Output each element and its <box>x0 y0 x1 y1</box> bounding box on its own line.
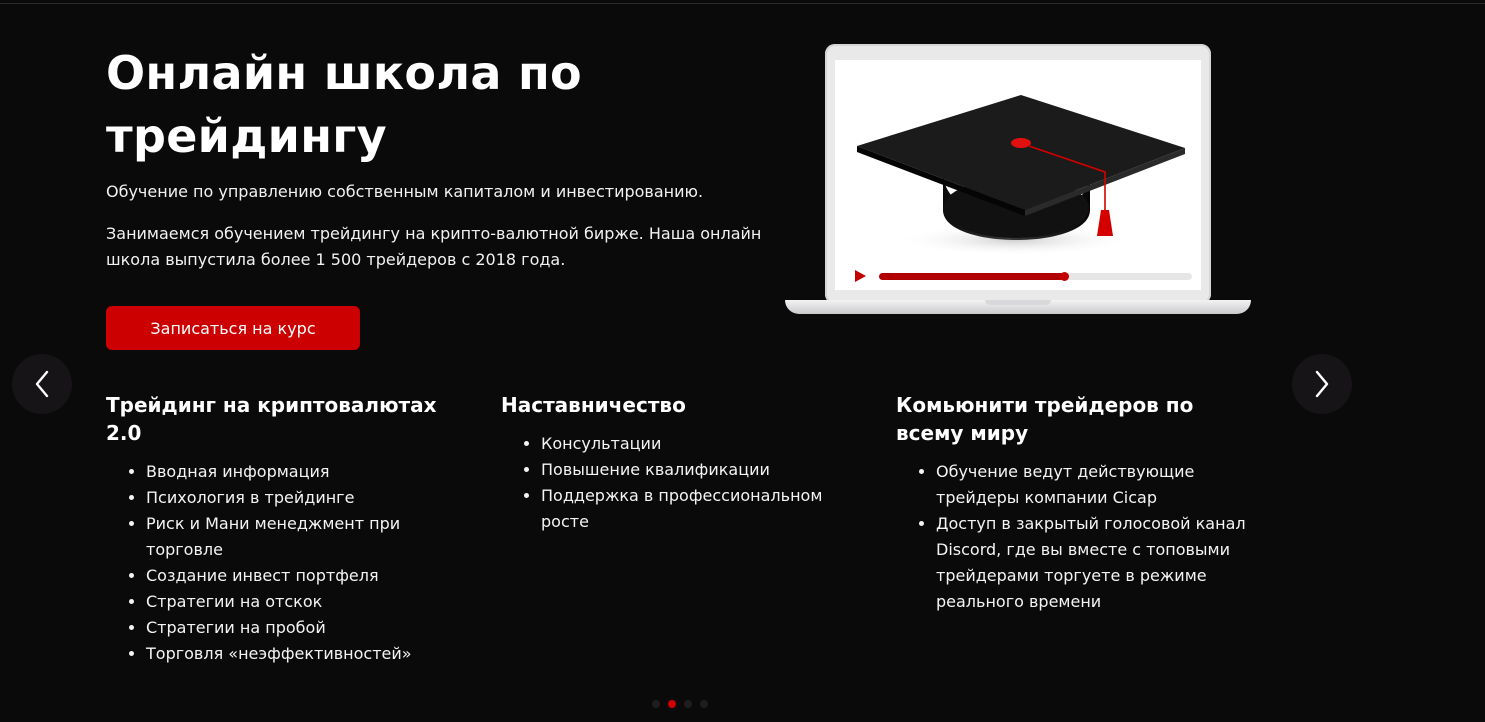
list-item: • Психология в трейдинге <box>146 485 456 511</box>
video-progress-knob[interactable] <box>1060 272 1069 281</box>
list-item: • Поддержка в профессиональном росте <box>541 483 851 535</box>
lead-text-2: Занимаемся обучением трейдингу на крипто-валютной бирже. Наша онлайн школа выпустила более 1 500 трейдеров с 2018 года. <box>106 224 762 269</box>
column-title: Трейдинг на криптовалютах 2.0 <box>106 393 437 445</box>
feature-list <box>501 431 851 535</box>
column-title: Наставничество <box>501 393 686 417</box>
laptop-notch <box>985 300 1051 305</box>
carousel-dot[interactable] <box>668 700 676 708</box>
list-item: • Стратегии на пробой <box>146 615 456 641</box>
graduation-cap-icon <box>835 60 1201 260</box>
video-preview[interactable] <box>835 60 1201 290</box>
list-item: • Обучение ведут действующие трейдеры компании Cicap <box>936 459 1256 511</box>
feature-column-community <box>896 391 1256 615</box>
top-border <box>0 3 1485 4</box>
list-item: • Вводная информация <box>146 459 456 485</box>
feature-list <box>106 459 456 667</box>
carousel-pagination <box>650 700 710 710</box>
feature-list <box>896 459 1256 615</box>
list-item: • Повышение квалификации <box>541 457 851 483</box>
video-player-bar[interactable] <box>855 270 1195 282</box>
page-title: Онлайн школа по трейдингу <box>106 46 582 163</box>
list-item: • Риск и Мани менеджмент при торговле <box>146 511 456 563</box>
laptop-lid <box>825 44 1211 304</box>
carousel-next-button[interactable] <box>1292 354 1352 414</box>
list-item: • Консультации <box>541 431 851 457</box>
list-item: • Создание инвест портфеля <box>146 563 456 589</box>
play-icon[interactable] <box>855 270 866 282</box>
carousel-prev-button[interactable] <box>12 354 72 414</box>
feature-column-mentorship <box>501 391 851 535</box>
laptop-illustration <box>785 44 1251 320</box>
list-item: • Доступ в закрытый голосовой канал Discord, где вы вместе с топовыми трейдерами торгуете в режиме реального времени <box>936 511 1256 615</box>
list-item: • Торговля «неэффективностей» <box>146 641 456 667</box>
carousel-dot[interactable] <box>652 700 660 708</box>
lead-text-1: Обучение по управлению собственным капиталом и инвестированию. <box>106 182 704 201</box>
column-title: Комьюнити трейдеров по всему миру <box>896 393 1194 445</box>
video-progress-fill <box>879 273 1064 280</box>
feature-column-crypto-trading <box>106 391 456 667</box>
carousel-dot[interactable] <box>700 700 708 708</box>
carousel-dot[interactable] <box>684 700 692 708</box>
chevron-right-icon <box>1312 369 1332 399</box>
signup-course-button[interactable]: Записаться на курс <box>106 306 360 350</box>
chevron-left-icon <box>32 369 52 399</box>
video-progress-track[interactable] <box>879 273 1192 280</box>
list-item: • Стратегии на отскок <box>146 589 456 615</box>
